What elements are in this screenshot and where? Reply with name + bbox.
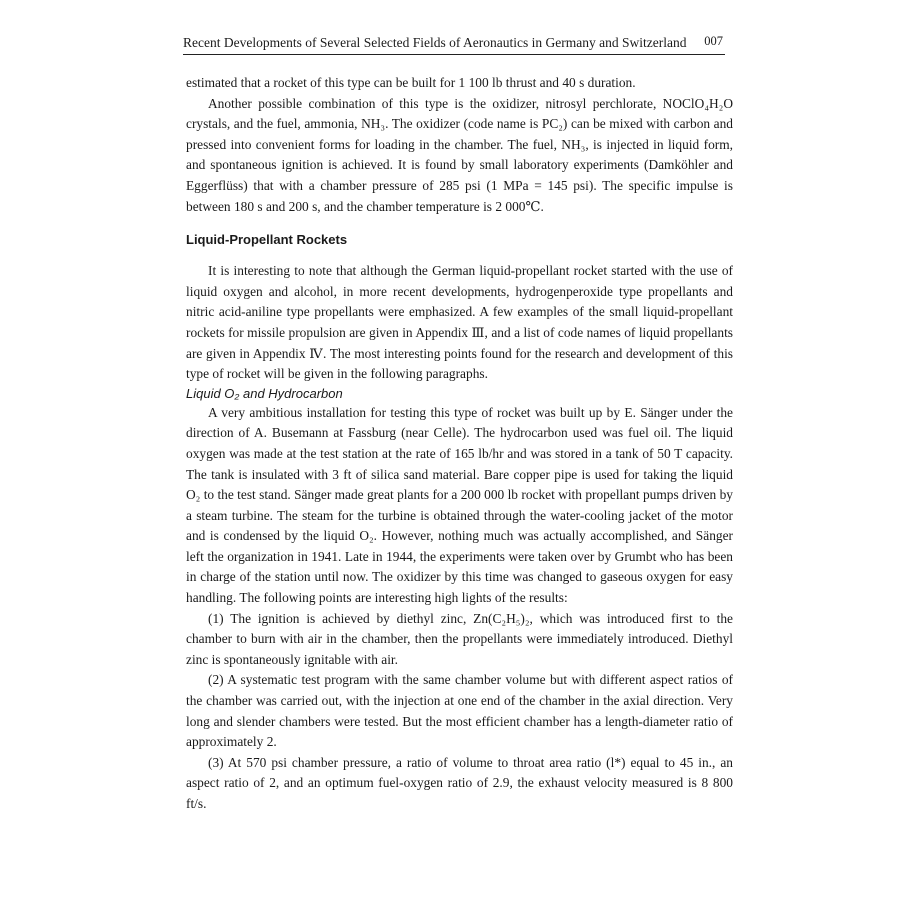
list-item-2: (2) A systematic test program with the same chamber volume but with different aspect ratios of the chamber was carried out, with the injection at one end of the chamber in the axial direction. Very long and slender chambers were tested. But the most efficient chamber has a length-diameter ratio of approximately 2. — [186, 672, 733, 750]
running-header-title: Recent Developments of Several Selected Fields of Aeronautics in Germany and Switzerland — [183, 35, 687, 50]
paragraph-continuation: estimated that a rocket of this type can be built for 1 100 lb thrust and 40 s duration. — [186, 75, 636, 90]
running-header — [183, 32, 725, 55]
subsection-heading: Liquid O₂ and Hydrocarbon — [186, 385, 343, 401]
paragraph-oxidizer-combination: Another possible combination of this type is the oxidizer, nitrosyl perchlorate, NOClO₄H₂O crystals, and the fuel, ammonia, NH₃. The oxidizer (code name is PC₂) can be mixed with carbon and pressed into convenient forms for loading in the chamber. The fuel, NH₃, is injected in liquid form, and spontaneous ignition is achieved. It is found by small laboratory experiments (Damköhler and Eggerflüss) that with a chamber pressure of 285 psi (1 MPa = 145 psi). The specific impulse is between 180 s and 200 s, and the chamber temperature is 2 000℃. — [186, 95, 733, 214]
paragraph-liquid-propellant-intro: It is interesting to note that although the German liquid-propellant rocket started with the use of liquid oxygen and alcohol, in more recent developments, hydrogenperoxide type propellants and nitric acid-aniline type propellants were emphasized. A few examples of the small liquid-propellant rockets for missile propulsion are given in Appendix Ⅲ, and a list of code names of liquid propellants are given in Appendix Ⅳ. The most interesting points found for the research and development of this type of rocket will be given in the following paragraphs. — [186, 263, 733, 382]
body-text — [186, 73, 733, 815]
paragraph-test-installation: A very ambitious installation for testing this type of rocket was built up by E. Sänger under the direction of A. Busemann at Fassburg (near Celle). The hydrocarbon used was fuel oil. The liquid oxygen was made at the test station at the rate of 165 lb/hr and was stored in a tank of 50 T capacity. The tank is insulated with 3 ft of silica sand material. Bare copper pipe is used for taking the liquid O₂ to the test stand. Sänger made great plants for a 200 000 lb rocket with propellant pumps driven by a steam turbine. The steam for the turbine is obtained through the water-cooling jacket of the motor and is condensed by the liquid O₂. However, nothing much was actually accomplished, and Sänger left the organization in 1941. Late in 1944, the experiments were taken over by Grumbt who has been in charge of the station until now. The oxidizer by this time was changed to gaseous oxygen for easy handling. The following points are interesting high lights of the results: — [186, 404, 733, 606]
section-heading: Liquid-Propellant Rockets — [186, 232, 348, 248]
page-number: 007 — [704, 34, 723, 48]
list-item-1: (1) The ignition is achieved by diethyl zinc, Zn(C₂H₅)₂, which was introduced first to the chamber to burn with air in the chamber, then the propellants were immediately introduced. Diethyl zinc is spontaneously ignitable with air. — [186, 610, 733, 667]
list-item-3: (3) At 570 psi chamber pressure, a ratio of volume to throat area ratio (l*) equal to 45 in., an aspect ratio of 2, and an optimum fuel-oxygen ratio of 2.9, the exhaust velocity measured is 8 800 ft/s. — [186, 754, 733, 811]
